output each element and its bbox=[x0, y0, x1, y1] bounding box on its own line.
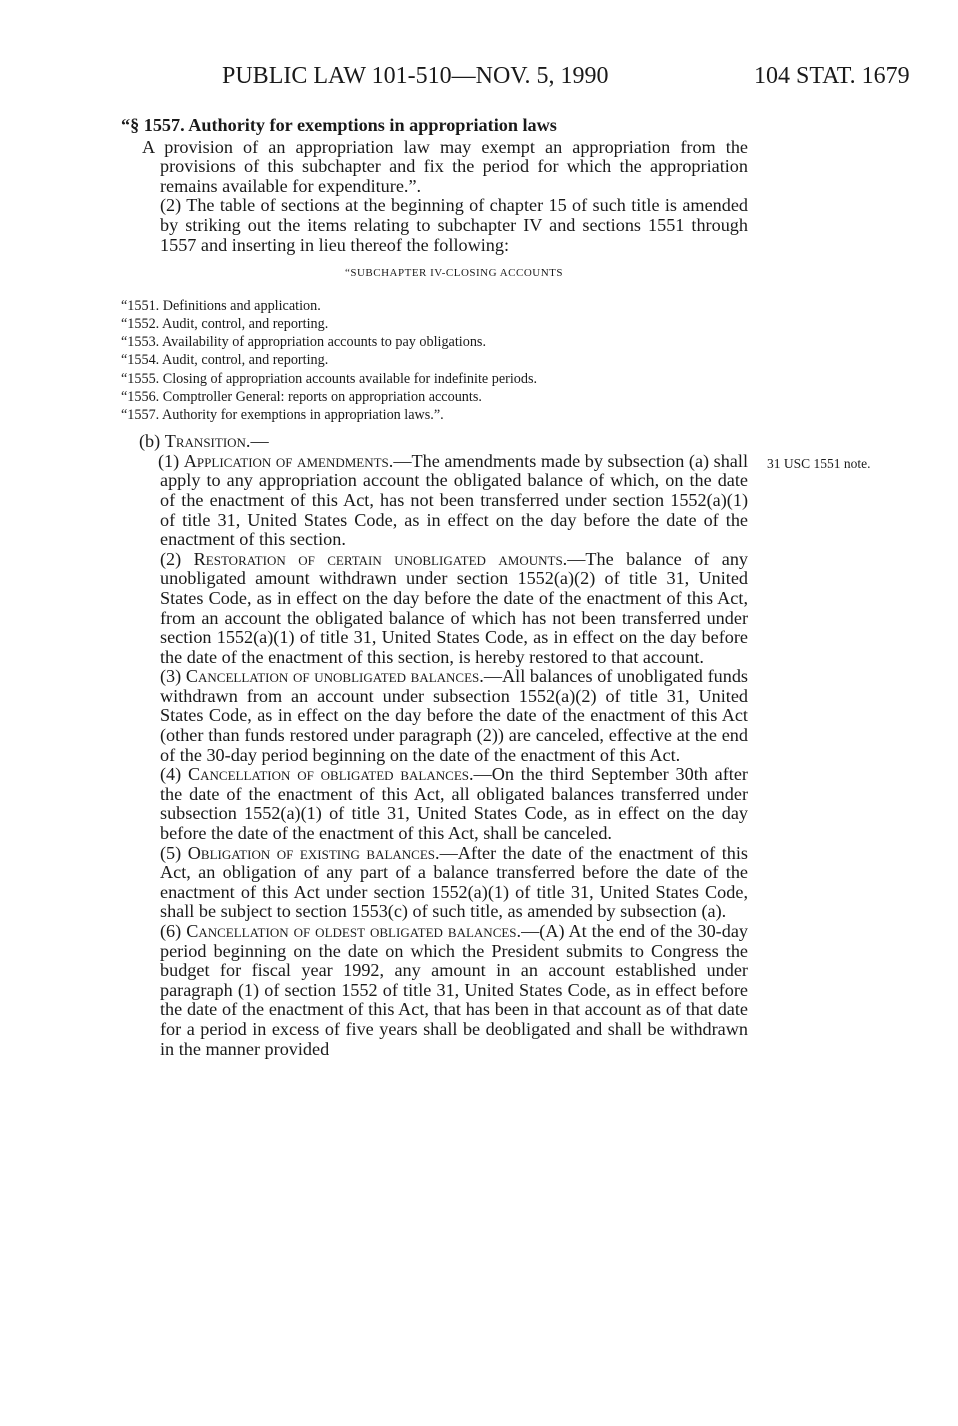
transition-label: (b) bbox=[139, 431, 165, 452]
transition-subsection-heading bbox=[139, 432, 748, 452]
paragraph-number: (2) bbox=[160, 548, 194, 569]
paragraph-text: —The amendments made by subsection (a) shall apply to any appropriation account the obligated balance of which, on the date of the enactment of this Act, has not been transferred under section 1552(a)(1) of title 31, United States Code, as in effect on the day before the date of the enactment of this section. bbox=[160, 450, 748, 550]
paragraph-number: (6) bbox=[160, 921, 187, 942]
subchapter-heading: “SUBCHAPTER IV-CLOSING ACCOUNTS bbox=[344, 267, 563, 280]
paragraph-number: (1) bbox=[158, 450, 184, 471]
margin-note-citation: 31 USC 1551 note. bbox=[767, 456, 871, 471]
paragraph-number: (4) bbox=[160, 764, 189, 785]
paragraph-3 bbox=[160, 667, 748, 765]
paragraph-text: —The balance of any unobligated amount withdrawn under section 1552(a)(2) of title 31, United States Code, as in effect on the day before the date of the enactment of this Act, from an account the obligated balance of which has not been transferred under section 1552(a)(1) of title 31, United States Code, as in effect on the day before the date of the enactment of this section, is hereby restored to that account. bbox=[160, 548, 749, 667]
paragraph-text: —All balances of unobligated funds withdrawn from an account under subsection 1552(a)(2) of title 31, United States Code, as in effect on the day before the date of the enactment of this Act (other than funds restored under paragraph (2)) are canceled, effective at the end of the 30-day period beginning on the date of the enactment of this Act. bbox=[160, 666, 748, 765]
paragraph-heading: Cancellation of unobligated balances. bbox=[185, 666, 484, 687]
paragraph-heading: Application of amendments. bbox=[183, 450, 394, 471]
toc-item: “1552. Audit, control, and reporting. bbox=[121, 315, 329, 332]
paragraph-2-table-of-sections: (2) The table of sections at the beginning of chapter 15 of such title is amended by striking out the items relating to subchapter IV and sections 1551 through 1557 and inserting in lieu thereof the following: bbox=[160, 195, 748, 255]
document-body bbox=[121, 115, 749, 1059]
paragraph-number: (5) bbox=[160, 842, 188, 863]
toc-item: “1556. Comptroller General: reports on appropriation accounts. bbox=[121, 388, 482, 405]
toc-item: “1553. Availability of appropriation accounts to pay obligations. bbox=[121, 334, 486, 351]
section-1557-text: A provision of an appropriation law may exempt an appropriation from the provisions of this subchapter and fix the period for which the appropriation remains available for expenditure.”. bbox=[142, 136, 748, 196]
table-of-sections bbox=[121, 297, 748, 424]
paragraph-1 bbox=[160, 452, 748, 550]
section-1557-heading: “§ 1557. Authority for exemptions in appropriation laws bbox=[121, 115, 557, 135]
paragraph-5 bbox=[160, 844, 748, 922]
transition-heading: Transition.— bbox=[164, 431, 269, 452]
toc-item: “1554. Audit, control, and reporting. bbox=[121, 352, 329, 369]
paragraph-text: —(A) At the end of the 30-day period beginning on the date on which the President submits to Congress the budget for fiscal year 1992, any amount in an account established under paragraph (1) of section 1552 of title 31, United States Code, as in effect before the date of the enactment of this Act, that has been in that account as of that date for a period in excess of five years shall be deobligated and shall be withdrawn in the manner provided bbox=[160, 921, 748, 1059]
paragraph-text: —After the date of the enactment of this Act, an obligation of any part of a balance transferred before the date of the enactment of this Act under section 1552(a)(1) of title 31, United States Code, shall be subject to section 1553(c) of such title, as amended by subsection (a). bbox=[160, 842, 748, 922]
toc-item: “1551. Definitions and application. bbox=[121, 297, 321, 314]
paragraph-heading: Obligation of existing balances. bbox=[187, 842, 440, 863]
toc-item: “1557. Authority for exemptions in appropriation laws.”. bbox=[121, 406, 444, 423]
running-header-stat-page: 104 STAT. 1679 bbox=[754, 63, 910, 89]
paragraph-4 bbox=[160, 765, 748, 843]
toc-item: “1555. Closing of appropriation accounts available for indefinite periods. bbox=[121, 370, 538, 387]
paragraph-text: —On the third September 30th after the date of the enactment of this Act, all obligated balances transferred under subsection 1552(a)(1) of title 31, United States Code, as in effect on the day before the date of the enactment of this Act, shall be canceled. bbox=[160, 764, 748, 844]
running-header-title: PUBLIC LAW 101-510—NOV. 5, 1990 bbox=[222, 63, 609, 89]
paragraph-2 bbox=[160, 550, 748, 668]
paragraph-number: (3) bbox=[160, 666, 186, 687]
paragraph-6 bbox=[160, 922, 748, 1059]
paragraph-heading: Restoration of certain unobligated amounts. bbox=[193, 548, 568, 569]
paragraph-heading: Cancellation of obligated balances. bbox=[188, 764, 474, 785]
paragraph-heading: Cancellation of oldest obligated balances. bbox=[186, 921, 522, 942]
